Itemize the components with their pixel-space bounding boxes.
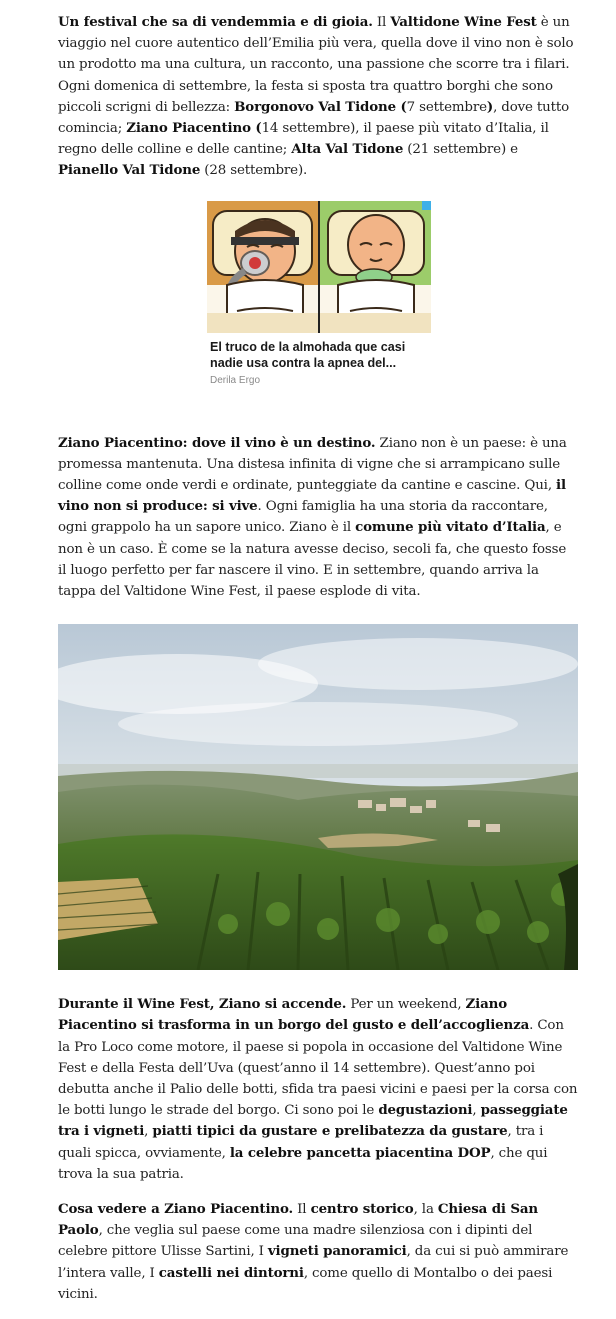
bold-text: piatti tipici da gustare e prelibatezza da gustare	[152, 1123, 508, 1140]
bold-text: Un festival che sa di vendemmia e di gioia.	[58, 14, 373, 30]
bold-text: Valtidone Wine Fest	[390, 14, 537, 30]
article-body	[58, 12, 578, 1319]
ad-panel-cpap	[207, 201, 320, 333]
bold-text: Ziano Piacentino si trasforma in un borgo del gusto e dell’accoglienza	[58, 996, 530, 1034]
ad-panel-pillow	[320, 201, 431, 333]
sleeping-man-cpap-illustration	[207, 201, 318, 333]
bold-text: vigneti panoramici	[267, 1243, 407, 1260]
wine-fest-paragraph: Durante il Wine Fest, Ziano si accende. Per un weekend, Ziano Piacentino si trasforma in un borgo del gusto e dell’accoglienza. Con la Pro Loco come motore, il paese si popola in occasione del Valtidone Wine Fest e della Festa dell’Uva (quest’anno il 14 settembre). Quest’anno poi debutta anche il Palio delle botti, sfida tra paesi vicini e paesi per la corsa con le botti lungo le strade del borgo. Ci sono poi le degustazioni, passeggiate tra i vigneti, piatti tipici da gustare e prelibatezza da gustare, tra i quali spicca, ovviamente, la celebre pancetta piacentina DOP, che qui trova la sua patria.	[58, 996, 578, 1182]
bold-text: passeggiate tra i vigneti	[58, 1102, 568, 1140]
bold-text: castelli nei dintorni	[158, 1264, 304, 1281]
bold-text: la celebre pancetta piacentina DOP	[229, 1144, 491, 1161]
bold-text: Chiesa di San Paolo	[58, 1201, 539, 1239]
vineyard-landscape-photo	[58, 624, 578, 970]
bold-text: Borgonovo Val Tidone (	[234, 98, 407, 115]
bold-text: Ziano Piacentino (	[126, 120, 262, 137]
ziano-paragraph: Ziano Piacentino: dove il vino è un destino. Ziano non è un paese: è una promessa mantenuta. Una distesa infinita di vigne che si arrampicano sulle colline come onde verdi e ordinate, punteggiate da cantine e cascine. Qui, il vino non si produce: si vive. Ogni famiglia ha una storia da raccontare, ogni grappolo ha un sapore unico. Ziano è il comune più vitato d’Italia, e non è un caso. È come se la natura avesse deciso, secoli fa, che questo fosse il luogo perfetto per far nascere il vino. E in settembre, quando arriva la tappa del Valtidone Wine Fest, il paese esplode di vita.	[58, 434, 567, 600]
bold-text: centro storico	[310, 1201, 414, 1218]
bold-text: Cosa vedere a Ziano Piacentino.	[58, 1201, 294, 1218]
bold-text: il vino non si produce: si vive	[58, 477, 566, 515]
ad-headline[interactable]: El truco de la almohada que casi nadie usa contra la apnea del...	[210, 339, 406, 370]
intro-paragraph: Un festival che sa di vendemmia e di gioia. Il Valtidone Wine Fest è un viaggio nel cuore autentico dell’Emilia più vera, quella dove il vino non è solo un prodotto ma una cultura, un racconto, una passione che scorre tra i filari. Ogni domenica di settembre, la festa si sposta tra quattro borghi che sono piccoli scrigni di bellezza: Borgonovo Val Tidone (7 settembre), dove tutto comincia; Ziano Piacentino (14 settembre), il paese più vitato d’Italia, il regno delle colline e delle cantine; Alta Val Tidone (21 settembre) e Pianello Val Tidone (28 settembre).	[58, 14, 574, 179]
ad-source[interactable]: Derila Ergo	[210, 374, 261, 386]
adchoices-icon[interactable]	[422, 201, 431, 210]
bold-text: Durante il Wine Fest, Ziano si accende.	[58, 996, 347, 1013]
bold-text: Ziano Piacentino: dove il vino è un destino.	[58, 434, 376, 451]
bold-text: Pianello Val Tidone	[58, 162, 201, 179]
sleeping-man-pillow-illustration	[320, 201, 431, 333]
bold-text: degustazioni	[378, 1102, 473, 1119]
sponsored-ad[interactable]	[207, 201, 431, 433]
bold-text: Alta Val Tidone	[291, 141, 404, 158]
what-to-see-paragraph: Cosa vedere a Ziano Piacentino. Il centro storico, la Chiesa di San Paolo, che veglia sul paese come una madre silenziosa con i dipinti del celebre pittore Ulisse Sartini, I vigneti panoramici, da cui si può ammirare l’intera valle, I castelli nei dintorni, come quello di Montalbo o dei paesi vicini.	[58, 1201, 569, 1302]
ad-image[interactable]	[207, 201, 431, 333]
bold-text: comune più vitato d’Italia	[355, 519, 546, 536]
bold-text: )	[486, 98, 494, 115]
